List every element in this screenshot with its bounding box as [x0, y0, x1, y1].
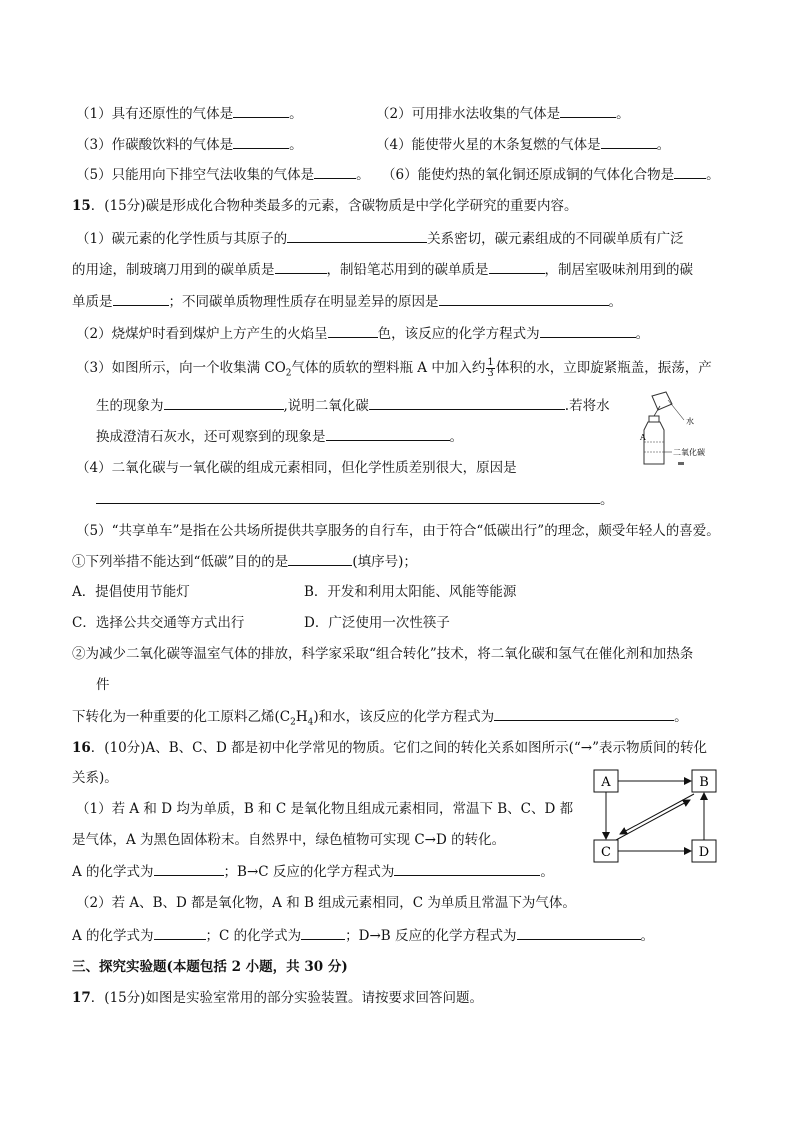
- answer-blank[interactable]: [113, 291, 169, 306]
- q15-s5a: （5）“共享单车”是指在公共场所提供共享服务的自行车，由于符合“低碳出行”的理念，颇受年轻人的喜爱。: [76, 523, 720, 539]
- q15-s1a: （1）碳元素的化学性质与其原子的: [76, 231, 288, 247]
- answer-blank[interactable]: [328, 323, 378, 338]
- q15-s5b: ①下列举措不能达到“低碳”目的的是: [72, 554, 289, 570]
- subscript: 4: [307, 717, 314, 728]
- question-number: 17: [72, 990, 91, 1006]
- option-b[interactable]: [304, 582, 516, 602]
- co2-bottle-figure: [628, 390, 724, 470]
- node-d: D: [698, 845, 710, 860]
- q17-heading-text: ．(15分)如图是实验室常用的部分实验装置。请按要求回答问题。: [90, 990, 484, 1006]
- q15-s5f: 下转化为一种重要的化工原料乙烯(C: [72, 709, 291, 725]
- q15-part5-q2-line3: [72, 706, 688, 733]
- label-co2: 二氧化碳: [673, 448, 705, 457]
- period: 。: [449, 429, 463, 445]
- period: 。: [635, 326, 650, 342]
- question-number: 15: [72, 198, 91, 214]
- period: 。: [616, 106, 630, 122]
- q15-part5-q2: [72, 644, 693, 664]
- node-c: C: [601, 845, 611, 860]
- q15-s5h: )和水，该反应的化学方程式为: [313, 709, 495, 725]
- q15-s3g: 换成澄清石灰水，还可观察到的现象是: [96, 429, 326, 445]
- period: 。: [289, 106, 303, 122]
- q15-s3e: ,说明二氧化碳: [283, 398, 369, 414]
- q16-heading-text-2: 关系)。: [72, 770, 118, 786]
- option-a[interactable]: [72, 582, 190, 602]
- bottle-cap: [649, 416, 659, 422]
- q15-part4: [76, 458, 517, 478]
- q15-s3a: （3）如图所示，向一个收集满 CO: [76, 360, 286, 376]
- answer-blank[interactable]: [540, 323, 636, 338]
- q15-part1-line1: [76, 228, 684, 249]
- q15-s5c: (填序号)；: [352, 554, 417, 570]
- answer-blank[interactable]: [439, 291, 609, 306]
- option-d-text: D．广泛使用一次性筷子: [304, 615, 450, 631]
- option-d[interactable]: [304, 613, 450, 633]
- answer-blank[interactable]: [369, 395, 565, 410]
- q15-part5-q1: [72, 551, 417, 572]
- period: 。: [706, 167, 720, 183]
- section-3-title: 三、探究实验题(本题包括 2 小题，共 30 分): [72, 959, 348, 975]
- fraction-numerator: 1: [487, 357, 494, 368]
- label-water: 水: [686, 417, 694, 426]
- q17-heading: [72, 988, 483, 1008]
- q16-heading-cont: [72, 768, 118, 788]
- option-a-text: A．提倡使用节能灯: [72, 584, 190, 600]
- node-b: B: [699, 775, 709, 790]
- q15-s2a: （2）烧煤炉时看到煤炉上方产生的火焰呈: [76, 326, 328, 342]
- bottle-icon: [644, 422, 664, 464]
- option-b-text: B．开发和利用太阳能、风能等能源: [304, 584, 517, 600]
- q15-part3-line1: [76, 358, 712, 384]
- figure-mark: [678, 462, 684, 465]
- q16-s1a: （1）若 A 和 D 均为单质，B 和 C 是氧化物且组成元素相同，常温下 B、C、D 都: [76, 801, 574, 817]
- q16-s2b: A 的化学式为: [72, 928, 154, 944]
- q16-s1c: A 的化学式为: [72, 864, 154, 880]
- q15-s1d: ，制铅笔芯用到的碳单质是: [326, 262, 489, 278]
- period: 。: [600, 492, 614, 508]
- label-a: A: [640, 433, 646, 442]
- q16-part2-line1: [76, 893, 576, 913]
- fraction-denominator: 3: [487, 368, 494, 379]
- q14-item-4: [376, 134, 670, 155]
- arrow-c-to-b: [616, 800, 690, 840]
- q14-item-2: [376, 103, 630, 124]
- q15-s5d: ②为减少二氧化碳等温室气体的排放，科学家采取“组合转化”技术，将二氧化碳和氢气在催化剂和加热条: [72, 646, 694, 662]
- q15-s1e: ，制居室吸味剂用到的碳: [544, 262, 693, 278]
- q15-s3f: .若将水: [564, 398, 610, 414]
- q15-heading-text: ．(15分)碳是形成化合物种类最多的元素，含碳物质是中学化学研究的重要内容。: [90, 198, 578, 214]
- q14-item-3: [76, 134, 303, 155]
- q15-part3-line3: [96, 426, 463, 447]
- period: 。: [356, 167, 370, 183]
- answer-blank[interactable]: [560, 103, 616, 118]
- q15-part1-line2: [72, 259, 693, 280]
- answer-blank[interactable]: [154, 925, 206, 940]
- q15-s1f: 单质是: [72, 294, 113, 310]
- answer-blank[interactable]: [233, 103, 289, 118]
- answer-blank[interactable]: [287, 228, 427, 243]
- q14-item-5: [76, 164, 370, 185]
- q16-part1-line3: [72, 861, 554, 882]
- q16-part2-line2: [72, 925, 654, 946]
- q14-item-1-text: （1）具有还原性的气体是: [76, 106, 234, 122]
- answer-blank[interactable]: [301, 925, 345, 940]
- q16-part1-line2: [72, 830, 505, 850]
- period: 。: [289, 137, 303, 153]
- answer-blank[interactable]: [674, 164, 706, 179]
- fraction-one-third: [486, 358, 494, 379]
- answer-blank[interactable]: [517, 925, 641, 940]
- q15-s1b: 关系密切，碳元素组成的不同碳单质有广泛: [427, 231, 684, 247]
- q16-s1b: 是气体，A 为黑色固体粉末。自然界中，绿色植物可实现 C→D 的转化。: [72, 832, 506, 848]
- question-number: 16: [72, 740, 91, 756]
- abcd-transformation-diagram: [590, 766, 724, 866]
- q16-heading-text: ．(10分)A、B、C、D 都是初中化学常见的物质。它们之间的转化关系如图所示(“→”表示物质间的转化: [90, 740, 708, 756]
- answer-blank[interactable]: [275, 259, 327, 274]
- q15-part5: [76, 521, 720, 541]
- answer-blank[interactable]: [154, 861, 224, 876]
- node-a: A: [601, 775, 611, 790]
- q16-part1-line1: [76, 799, 573, 819]
- q15-s4a: （4）二氧化碳与一氧化碳的组成元素相同，但化学性质差别很大，原因是: [76, 460, 517, 476]
- answer-blank[interactable]: [601, 134, 657, 149]
- q15-part5-q2-cont: [96, 675, 110, 695]
- q15-s1c: 的用途，制玻璃刀用到的碳单质是: [72, 262, 275, 278]
- q14-item-6-text: （6）能使灼热的氧化铜还原成铜的气体化合物是: [382, 167, 675, 183]
- q15-s1g: ；不同碳单质物理性质存在明显差异的原因是: [168, 294, 439, 310]
- q16-s2a: （2）若 A、B、D 都是氧化物，A 和 B 组成元素相同，C 为单质且常温下为气体。: [76, 895, 576, 911]
- q15-s3b: 气体的质软的塑料瓶 A 中加入约: [291, 360, 486, 376]
- q14-item-3-text: （3）作碳酸饮料的气体是: [76, 137, 234, 153]
- period: 。: [540, 864, 554, 880]
- q15-s3c: 体积的水，立即旋紧瓶盖，振荡，产: [495, 360, 712, 376]
- q15-part3-line2: [96, 395, 610, 416]
- option-c-text: C．选择公共交通等方式出行: [72, 615, 245, 631]
- q15-s3d: 生的现象为: [96, 398, 164, 414]
- period: 。: [640, 928, 655, 944]
- q15-part1-line3: [72, 291, 622, 312]
- answer-blank[interactable]: [164, 395, 284, 410]
- q15-part2: [76, 323, 649, 344]
- subscript: 2: [285, 368, 292, 379]
- answer-blank[interactable]: [288, 551, 352, 566]
- q14-item-5-text: （5）只能用向下排空气法收集的气体是: [76, 167, 315, 183]
- subscript: 2: [290, 717, 296, 728]
- label-line-water: [668, 400, 684, 420]
- q14-item-2-text: （2）可用排水法收集的气体是: [376, 106, 561, 122]
- period: 。: [674, 709, 688, 725]
- q14-item-4-text: （4）能使带火星的木条复燃的气体是: [376, 137, 601, 153]
- answer-blank[interactable]: [233, 134, 289, 149]
- q15-s5g: H: [295, 709, 308, 725]
- q16-s2d: ；D→B 反应的化学方程式为: [345, 928, 517, 944]
- answer-blank[interactable]: [96, 489, 600, 504]
- arrow-b-to-c: [620, 794, 694, 834]
- section-heading: [72, 957, 348, 977]
- answer-blank[interactable]: [489, 259, 545, 274]
- answer-blank[interactable]: [326, 426, 450, 441]
- option-c[interactable]: [72, 613, 244, 633]
- period: 。: [656, 137, 671, 153]
- q15-part4-blank: [96, 489, 614, 510]
- answer-blank[interactable]: [394, 861, 540, 876]
- answer-blank[interactable]: [314, 164, 356, 179]
- q15-s2b: 色，该反应的化学方程式为: [377, 326, 540, 342]
- q14-item-6: [382, 164, 720, 185]
- q15-s5e: 件: [96, 677, 110, 693]
- q15-heading: [72, 196, 578, 216]
- q16-heading: [72, 738, 707, 758]
- q14-item-1: [76, 103, 303, 124]
- q16-s2c: ；C 的化学式为: [205, 928, 302, 944]
- period: 。: [608, 294, 622, 310]
- answer-blank[interactable]: [494, 706, 674, 721]
- q16-s1d: ；B→C 反应的化学方程式为: [223, 864, 395, 880]
